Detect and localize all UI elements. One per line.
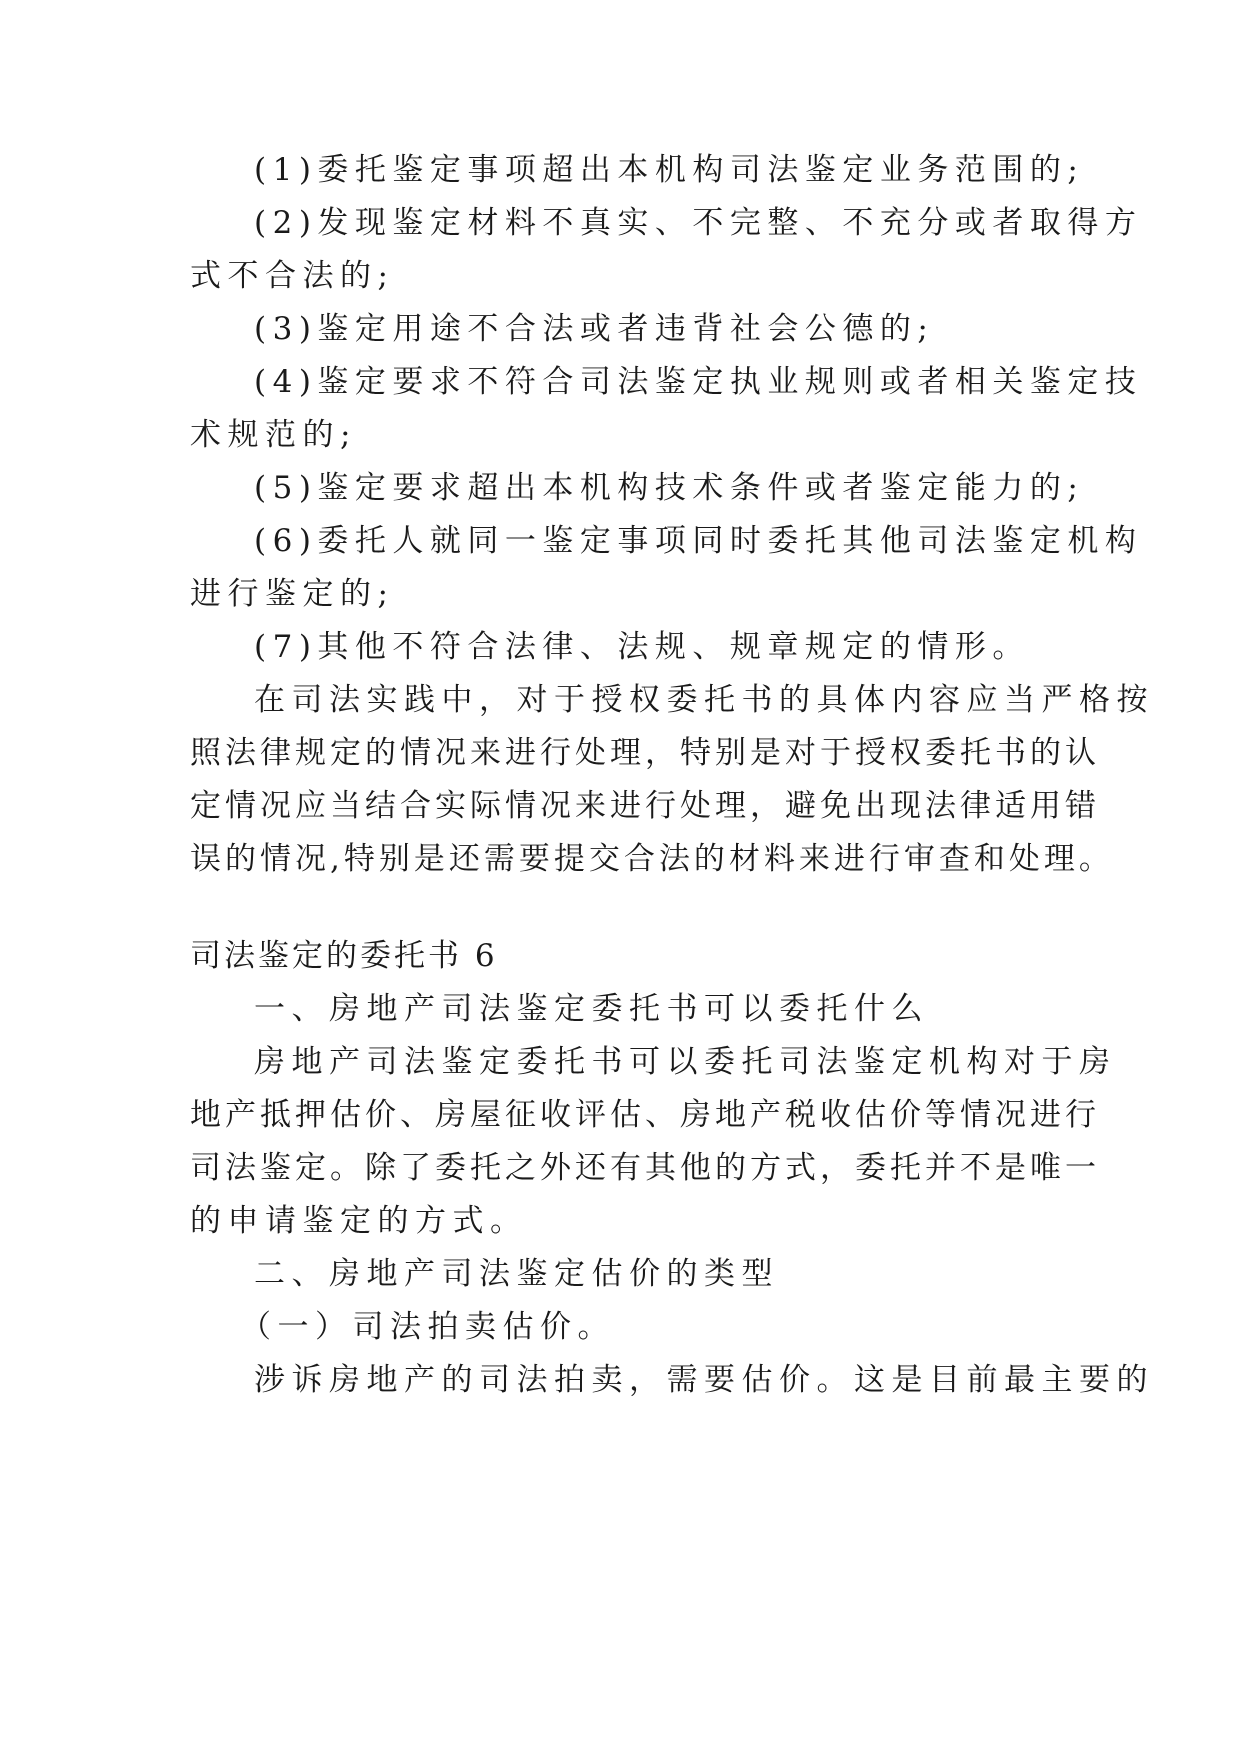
item-5-line: (5)鉴定要求超出本机构技术条件或者鉴定能力的; <box>254 470 1085 506</box>
item-2-line-1: (2)发现鉴定材料不真实、不完整、不充分或者取得方 <box>254 205 1143 241</box>
item-3-line: (3)鉴定用途不合法或者违背社会公德的; <box>254 311 935 347</box>
item-4-line-2: 术规范的; <box>190 417 357 453</box>
subheading-2: 二、房地产司法鉴定估价的类型 <box>254 1256 779 1292</box>
practice-paragraph-line-1: 在司法实践中，对于授权委托书的具体内容应当严格按 <box>254 682 1154 718</box>
section-heading: 司法鉴定的委托书 6 <box>190 938 498 974</box>
practice-paragraph-line-4: 误的情况,特别是还需要提交合法的材料来进行审查和处理。 <box>190 841 1114 877</box>
answer-paragraph-line-4: 的申请鉴定的方式。 <box>190 1203 528 1239</box>
auction-paragraph-line-1: 涉诉房地产的司法拍卖，需要估价。这是目前最主要的 <box>254 1362 1154 1398</box>
item-1-line: (1)委托鉴定事项超出本机构司法鉴定业务范围的; <box>254 152 1085 188</box>
item-6-line-1: (6)委托人就同一鉴定事项同时委托其他司法鉴定机构 <box>254 523 1143 559</box>
answer-paragraph-line-3: 司法鉴定。除了委托之外还有其他的方式，委托并不是唯一 <box>190 1150 1100 1186</box>
answer-paragraph-line-1: 房地产司法鉴定委托书可以委托司法鉴定机构对于房 <box>254 1044 1117 1080</box>
subheading-2-item-1: （一）司法拍卖估价。 <box>240 1309 615 1345</box>
practice-paragraph-line-3: 定情况应当结合实际情况来进行处理，避免出现法律适用错 <box>190 788 1100 824</box>
subheading-1: 一、房地产司法鉴定委托书可以委托什么 <box>254 991 929 1027</box>
answer-paragraph-line-2: 地产抵押估价、房屋征收评估、房地产税收估价等情况进行 <box>190 1097 1100 1133</box>
item-4-line-1: (4)鉴定要求不符合司法鉴定执业规则或者相关鉴定技 <box>254 364 1143 400</box>
item-6-line-2: 进行鉴定的; <box>190 576 395 612</box>
practice-paragraph-line-2: 照法律规定的情况来进行处理，特别是对于授权委托书的认 <box>190 735 1100 771</box>
item-7-line: (7)其他不符合法律、法规、规章规定的情形。 <box>254 629 1030 665</box>
item-2-line-2: 式不合法的; <box>190 258 395 294</box>
